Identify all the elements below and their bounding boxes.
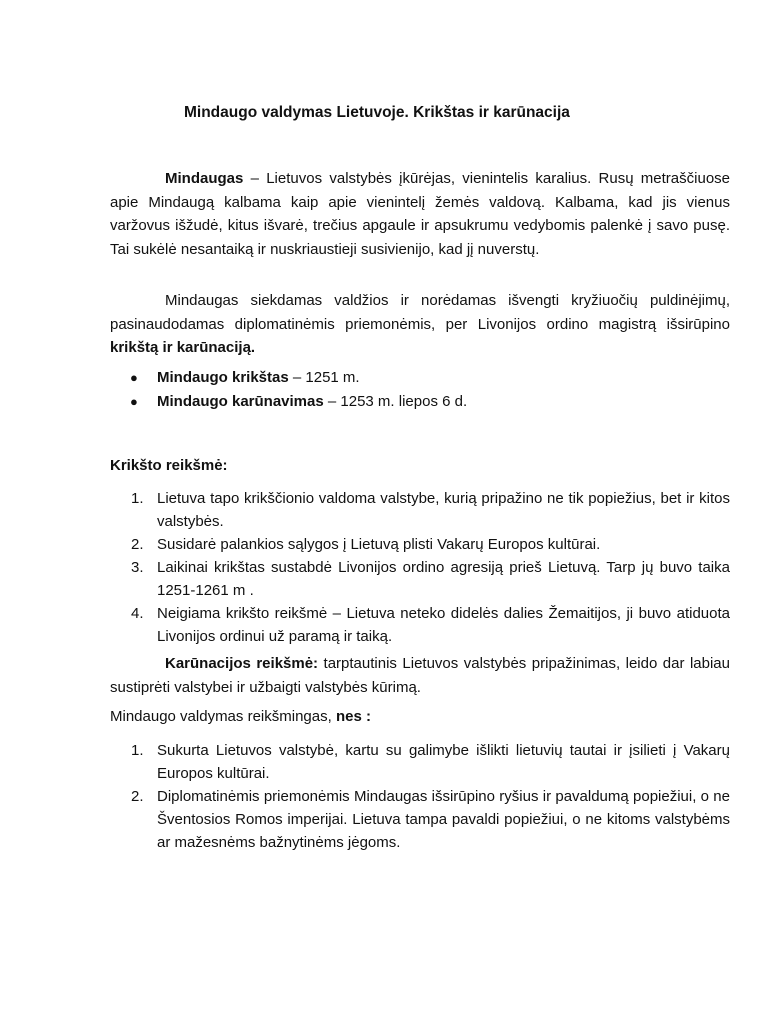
- list-number: 4.: [131, 605, 144, 622]
- list-item-text: Laikinai krikštas sustabdė Livonijos ordino agresiją prieš Lietuvą. Tarp jų buvo taika 1251-1261 m .: [157, 559, 730, 599]
- paragraph-coronation-significance: [110, 652, 730, 699]
- bullet-item-baptism: [110, 366, 730, 390]
- list-item: [110, 785, 730, 854]
- bullet-text: – 1251 m.: [288, 369, 360, 386]
- bullet-term: Mindaugo karūnavimas: [157, 393, 324, 410]
- list-item: [110, 533, 730, 556]
- document-title: Mindaugo valdymas Lietuvoje. Krikštas ir karūnacija: [184, 104, 570, 121]
- term-coronation-significance: Karūnacijos reikšmė:: [165, 655, 319, 672]
- paragraph-text: Mindaugo valdymas reikšmingas,: [110, 708, 336, 725]
- dates-bullet-list: [110, 366, 730, 414]
- bullet-icon: ●: [130, 394, 138, 409]
- list-item-text: Susidarė palankios sąlygos į Lietuvą plisti Vakarų Europos kultūrai.: [157, 536, 601, 553]
- paragraph-mindaugas-intro: [110, 167, 730, 261]
- list-item-text: Diplomatinėmis priemonėmis Mindaugas išsirūpino ryšius ir pavaldumą popiežiui, o ne Šventosios Romos imperijai. Lietuva tampa pavaldi popiežiui, o ne kitoms valstybėms ar mažesnėms bažnytinėms jėgoms.: [157, 788, 730, 851]
- list-item-text: Neigiama krikšto reikšmė – Lietuva neteko didelės dalies Žemaitijos, ji buvo atiduota Livonijos ordinui už paramą ir taiką.: [157, 605, 730, 645]
- paragraph-reign-significance: [110, 708, 371, 725]
- list-number: 3.: [131, 559, 144, 576]
- paragraph-text: Mindaugas siekdamas valdžios ir norėdamas išvengti kryžiuočių puldinėjimų, pasinaudodamas diplomatinėmis priemonėmis, per Livonijos ordino magistrą išsirūpino: [110, 292, 730, 333]
- list-number: 1.: [131, 742, 144, 759]
- bullet-item-coronation: [110, 390, 730, 414]
- list-item-text: Lietuva tapo krikščionio valdoma valstybe, kurią pripažino ne tik popiežius, bet ir kitos valstybės.: [157, 490, 730, 530]
- paragraph-text: tarptautinis Lietuvos valstybės pripažinimas, leido dar labiau sustiprėti valstybei ir užbaigti valstybės kūrimą.: [110, 655, 730, 696]
- paragraph-baptism-coronation: [110, 289, 730, 360]
- list-number: 2.: [131, 536, 144, 553]
- paragraph-text: – Lietuvos valstybės įkūrėjas, vienintelis karalius. Rusų metraščiuose apie Mindaugą kalbama kaip apie vienintelį žemės valdovą. Kalbama, kad jis vienus varžovus išžudė, kitus išvarė, trečius apgaule ir apsukrumu vedybomis palenkė į savo pusę. Tai sukėlė nesantaiką ir nuskriaustieji susivienijo, kad jį nuverstų.: [110, 170, 730, 258]
- list-item: [110, 739, 730, 785]
- bullet-icon: ●: [130, 370, 138, 385]
- list-number: 2.: [131, 788, 144, 805]
- term-nes: nes :: [335, 708, 371, 725]
- term-baptism-coronation: krikštą ir karūnaciją.: [110, 339, 256, 356]
- section-heading-baptism-significance: Krikšto reikšmė:: [110, 457, 228, 474]
- baptism-significance-list: [110, 487, 730, 648]
- list-item: [110, 487, 730, 533]
- list-item-text: Sukurta Lietuvos valstybė, kartu su galimybe išlikti lietuvių tautai ir įsilieti į Vakarų Europos kultūrai.: [157, 742, 730, 782]
- bullet-text: – 1253 m. liepos 6 d.: [323, 393, 468, 410]
- term-mindaugas: Mindaugas: [165, 170, 244, 187]
- list-item: [110, 602, 730, 648]
- reign-significance-list: [110, 739, 730, 854]
- list-number: 1.: [131, 490, 144, 507]
- list-item: [110, 556, 730, 602]
- bullet-term: Mindaugo krikštas: [157, 369, 289, 386]
